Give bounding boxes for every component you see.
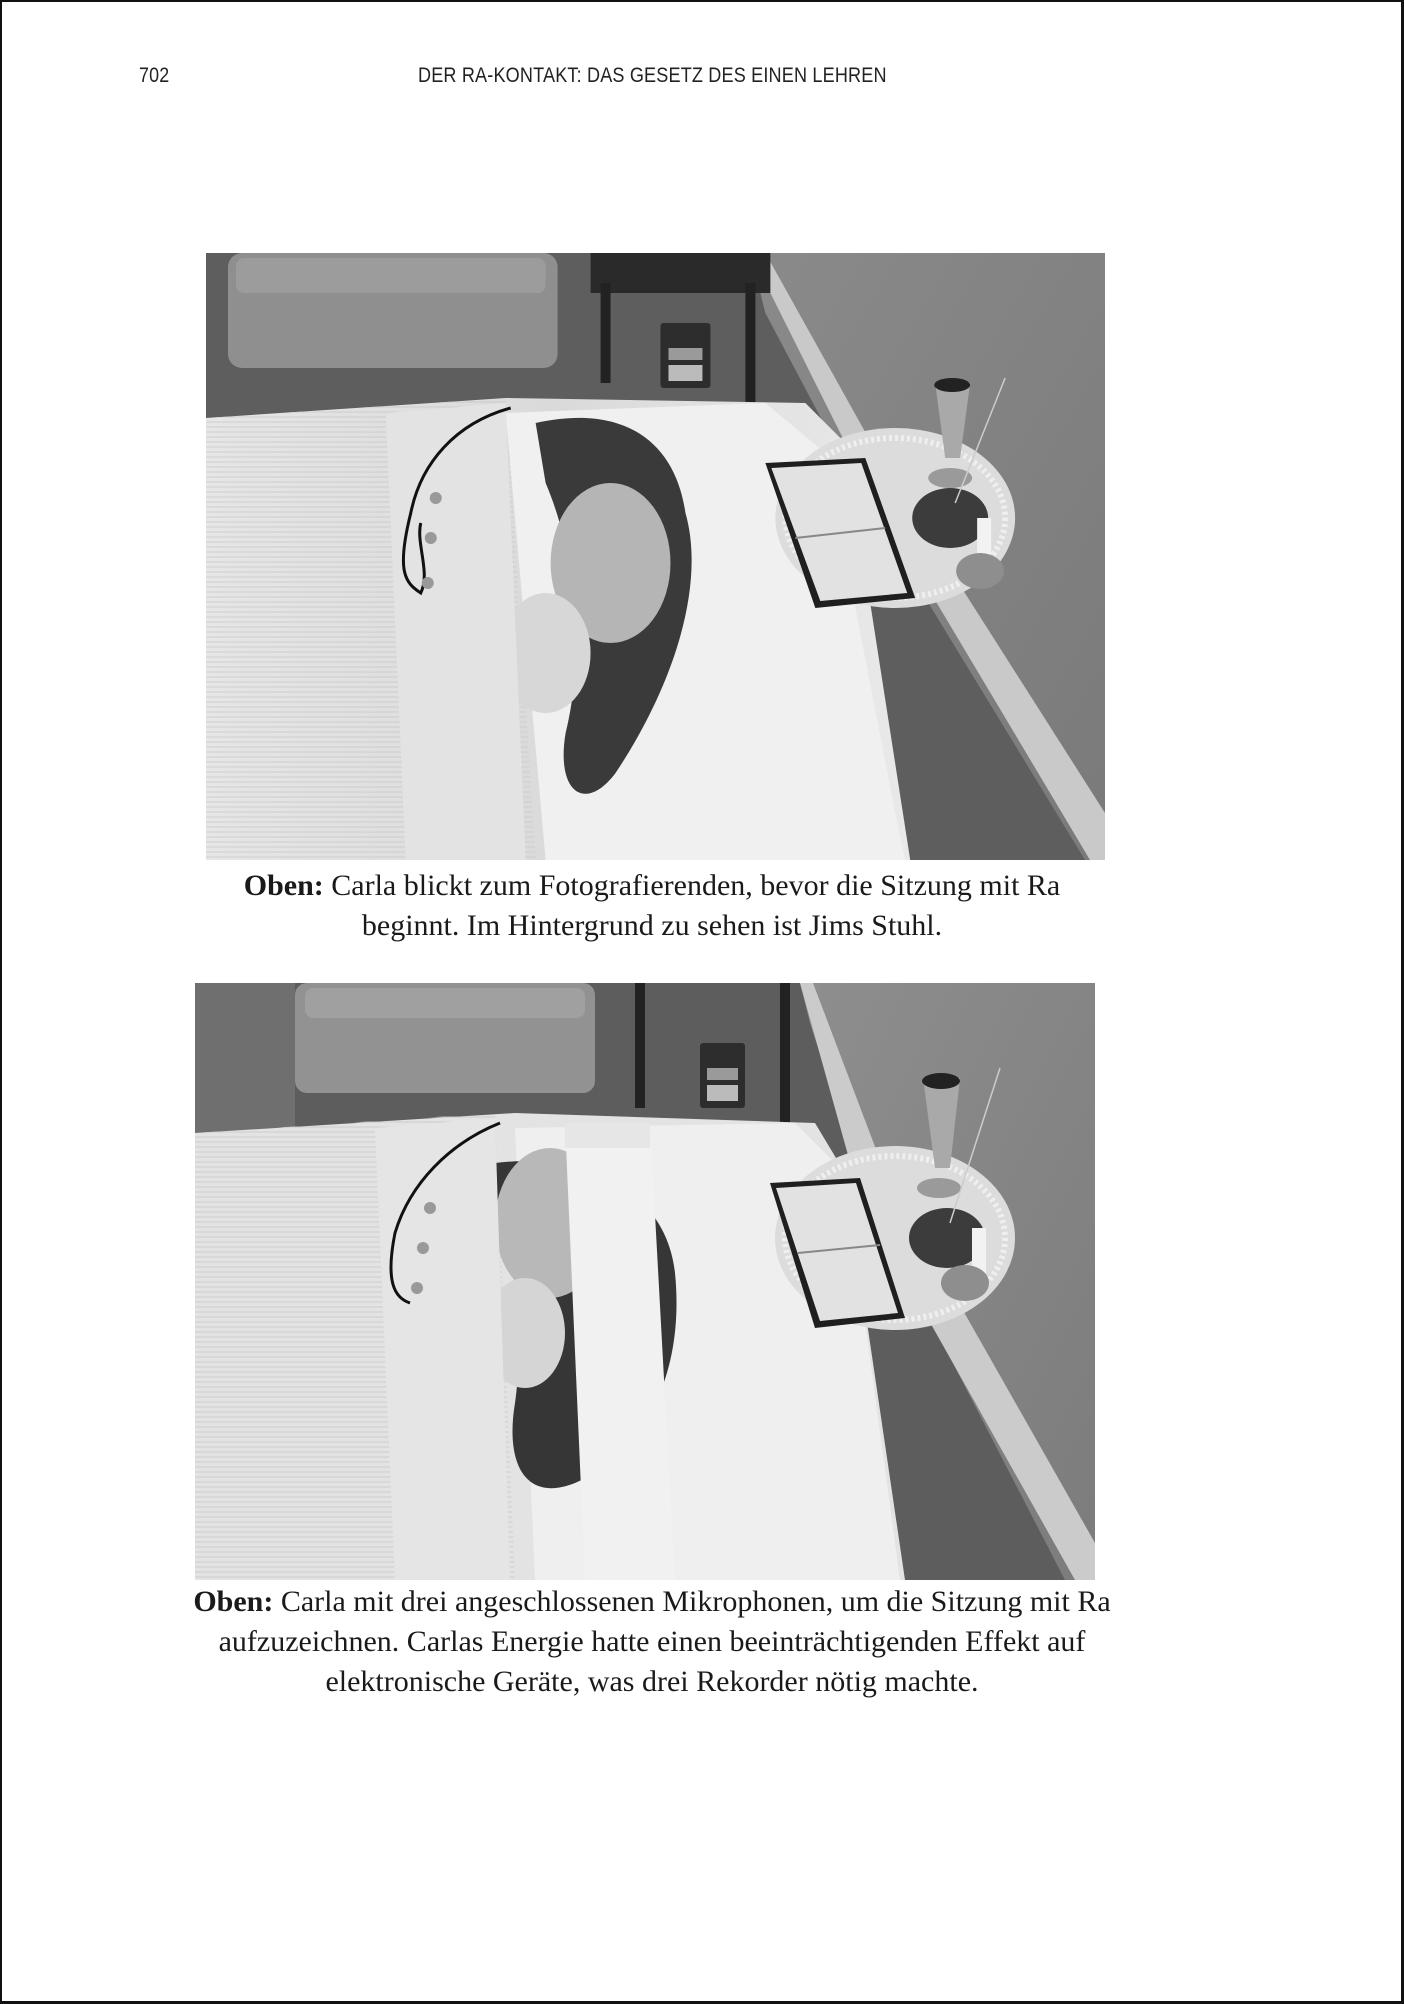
caption-lead: Oben:: [243, 869, 324, 902]
caption-line: beginnt. Im Hintergrund zu sehen ist Jims Stuhl.: [361, 909, 943, 942]
caption-line: [152, 1582, 1152, 1622]
photo-carla-before-session: [206, 253, 1105, 860]
photo-carla-with-microphones: [195, 983, 1095, 1580]
caption-line: elektronische Geräte, was drei Rekorder nötig machte.: [325, 1665, 979, 1698]
caption-lead: Oben:: [193, 1585, 274, 1618]
caption-text: Carla mit drei angeschlossenen Mikrophonen, um die Sitzung mit Ra: [273, 1585, 1111, 1618]
running-title: DER RA-KONTAKT: DAS GESETZ DES EINEN LEHREN: [418, 64, 887, 87]
caption-line: aufzuzeichnen. Carlas Energie hatte einen beeinträchtigenden Effekt auf: [218, 1625, 1086, 1658]
caption-line: [152, 866, 1152, 906]
running-head: [2, 64, 1404, 94]
page-number: 702: [139, 64, 170, 87]
caption-photo-1: [152, 866, 1152, 946]
photo-2-illustration: [195, 983, 1095, 1580]
caption-text: Carla blickt zum Fotografierenden, bevor die Sitzung mit Ra: [323, 869, 1061, 902]
photo-1-illustration: [206, 253, 1105, 860]
caption-photo-2: [152, 1582, 1152, 1702]
